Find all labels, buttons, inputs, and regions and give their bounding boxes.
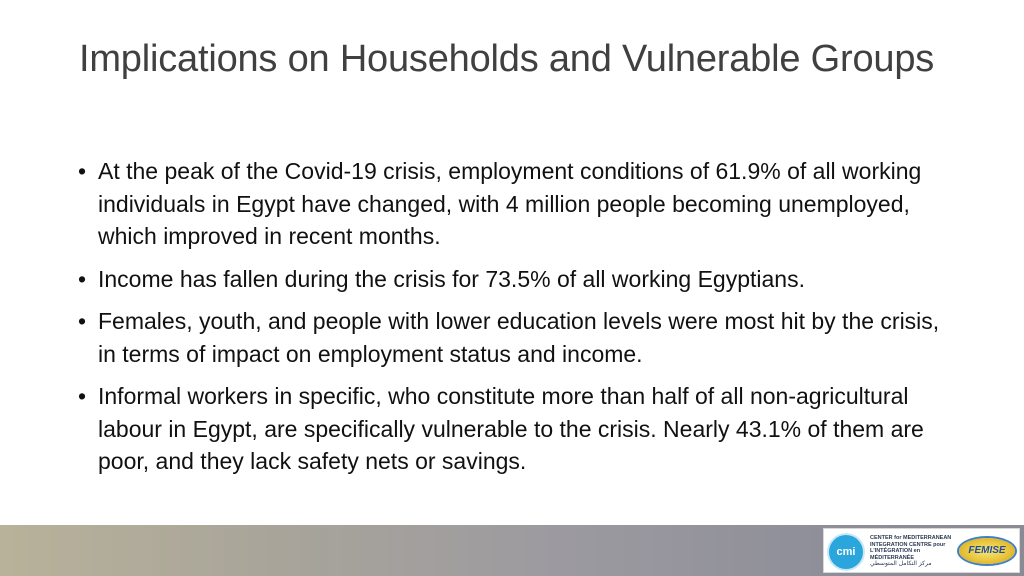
bullet-text: At the peak of the Covid-19 crisis, employment conditions of 61.9% of all working individuals in Egypt have changed, with 4 million people becoming unemployed, which improved in recent months.: [98, 158, 922, 249]
bullet-text: Income has fallen during the crisis for 73.5% of all working Egyptians.: [98, 265, 805, 292]
slide-title: Implications on Households and Vulnerable Groups: [79, 38, 935, 80]
bullet-item: [78, 155, 958, 253]
femise-logo-icon: FEMISE: [959, 538, 1015, 564]
bullet-text: Females, youth, and people with lower education levels were most hit by the crisis, in terms of impact on employment status and income.: [98, 308, 940, 367]
bullet-item: [78, 380, 958, 478]
cmi-arabic-name: مركز التكامل المتوسطي: [870, 560, 932, 567]
bullet-item: [78, 305, 958, 370]
bullet-text: Informal workers in specific, who constitute more than half of all non-agricultural labour in Egypt, are specifically vulnerable to the crisis. Nearly 43.1% of them are poor, and they lack safety nets or savings.: [98, 383, 924, 474]
bullet-icon: •: [78, 383, 87, 409]
bullet-list: [78, 155, 958, 488]
bullet-icon: •: [78, 308, 87, 334]
bullet-icon: •: [78, 265, 87, 292]
cmi-logo-icon: cmi: [829, 535, 863, 569]
cmi-org-name: CENTER for MEDITERRANEAN INTEGRATION CENTRE pour L'INTÉGRATION en MÉDITERRANÉE: [870, 535, 952, 561]
bullet-icon: •: [78, 158, 87, 184]
bullet-item: [78, 263, 958, 296]
partner-logos: [823, 528, 1020, 573]
